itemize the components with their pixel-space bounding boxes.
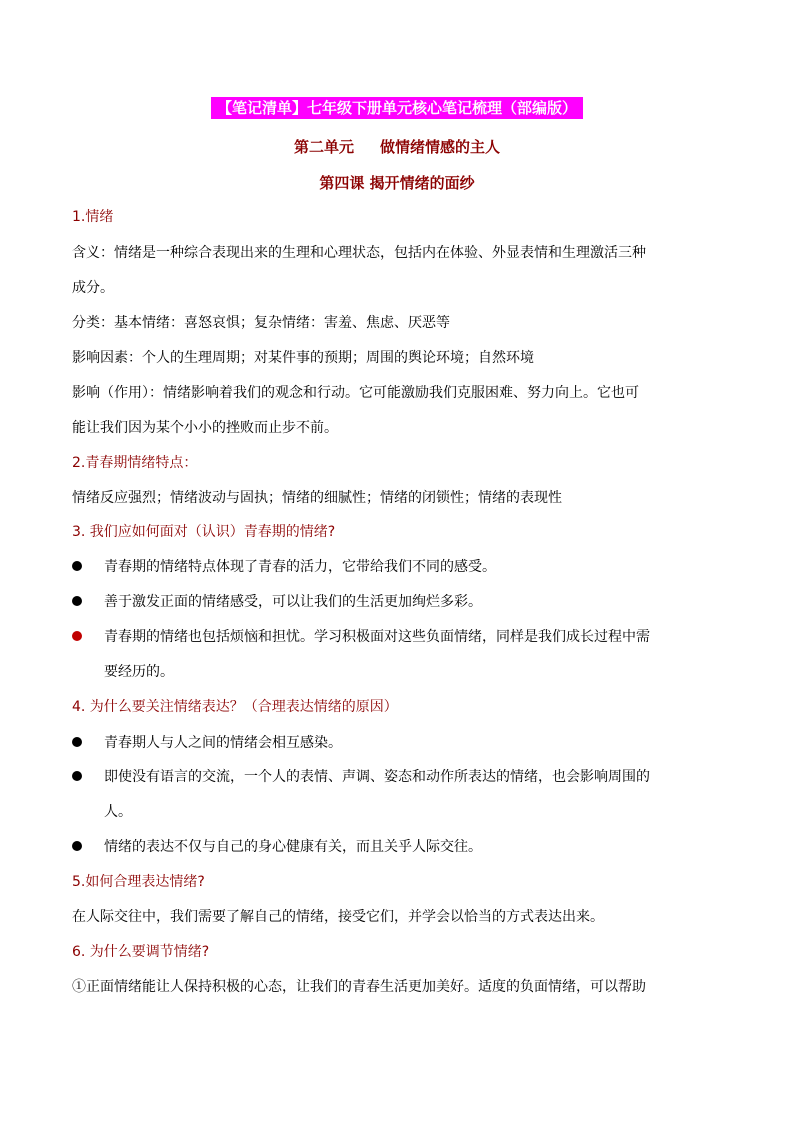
section-3-bullet-1: 青春期的情绪特点体现了青春的活力，它带给我们不同的感受。 bbox=[104, 559, 496, 575]
unit-label: 第二单元 bbox=[293, 138, 354, 156]
definition-line-1: 含义：情绪是一种综合表现出来的生理和心理状态，包括内在体验、外显表情和生理激活三种 bbox=[72, 245, 646, 261]
unit-title: 做情绪情感的主人 bbox=[380, 138, 501, 156]
section-5-content: 在人际交往中，我们需要了解自己的情绪，接受它们，并学会以恰当的方式表达出来。 bbox=[72, 909, 604, 925]
section-2-content: 情绪反应强烈；情绪波动与固执；情绪的细腻性；情绪的闭锁性；情绪的表现性 bbox=[72, 490, 562, 506]
factors-line: 影响因素：个人的生理周期；对某件事的预期；周围的舆论环境；自然环境 bbox=[72, 350, 534, 366]
bullet-icon bbox=[72, 561, 82, 571]
unit-heading bbox=[0, 136, 794, 157]
effect-line-1: 影响（作用）：情绪影响着我们的观念和行动。它可能激励我们克服困难、努力向上。它也可 bbox=[72, 385, 639, 401]
section-5-heading: 5.如何合理表达情绪? bbox=[72, 874, 205, 890]
section-4-bullet-2-line-2: 人。 bbox=[104, 804, 132, 820]
bullet-icon bbox=[72, 771, 82, 781]
section-3-bullet-3-line-1: 青春期的情绪也包括烦恼和担忧。学习积极面对这些负面情绪，同样是我们成长过程中需 bbox=[104, 629, 650, 645]
classification-line: 分类：基本情绪：喜怒哀惧；复杂情绪：害羞、焦虑、厌恶等 bbox=[72, 315, 450, 331]
bullet-icon bbox=[72, 737, 82, 747]
section-6-paragraph-1: ①正面情绪能让人保持积极的心态，让我们的青春生活更加美好。适度的负面情绪，可以帮助 bbox=[72, 979, 646, 995]
section-6-heading: 6. 为什么要调节情绪? bbox=[72, 944, 210, 960]
lesson-heading: 第四课 揭开情绪的面纱 bbox=[319, 174, 475, 192]
bullet-icon bbox=[72, 841, 82, 851]
section-4-bullet-3: 情绪的表达不仅与自己的身心健康有关，而且关乎人际交往。 bbox=[104, 839, 482, 855]
section-4-bullet-2-line-1: 即使没有语言的交流，一个人的表情、声调、姿态和动作所表达的情绪，也会影响周围的 bbox=[104, 769, 650, 785]
bullet-icon bbox=[72, 631, 82, 641]
section-2-heading: 2.青春期情绪特点： bbox=[72, 455, 198, 471]
section-1-heading: 1.情绪 bbox=[72, 209, 114, 225]
section-3-bullet-2: 善于激发正面的情绪感受，可以让我们的生活更加绚烂多彩。 bbox=[104, 594, 482, 610]
title-banner: 【笔记清单】七年级下册单元核心笔记梳理（部编版） bbox=[211, 97, 583, 119]
section-4-heading: 4. 为什么要关注情绪表达？（合理表达情绪的原因） bbox=[72, 699, 398, 715]
bullet-icon bbox=[72, 596, 82, 606]
effect-line-2: 能让我们因为某个小小的挫败而止步不前。 bbox=[72, 420, 338, 436]
section-4-bullet-1: 青春期人与人之间的情绪会相互感染。 bbox=[104, 735, 342, 751]
section-3-heading: 3. 我们应如何面对（认识）青春期的情绪? bbox=[72, 524, 336, 540]
section-3-bullet-3-line-2: 要经历的。 bbox=[104, 664, 174, 680]
definition-line-2: 成分。 bbox=[72, 280, 114, 296]
